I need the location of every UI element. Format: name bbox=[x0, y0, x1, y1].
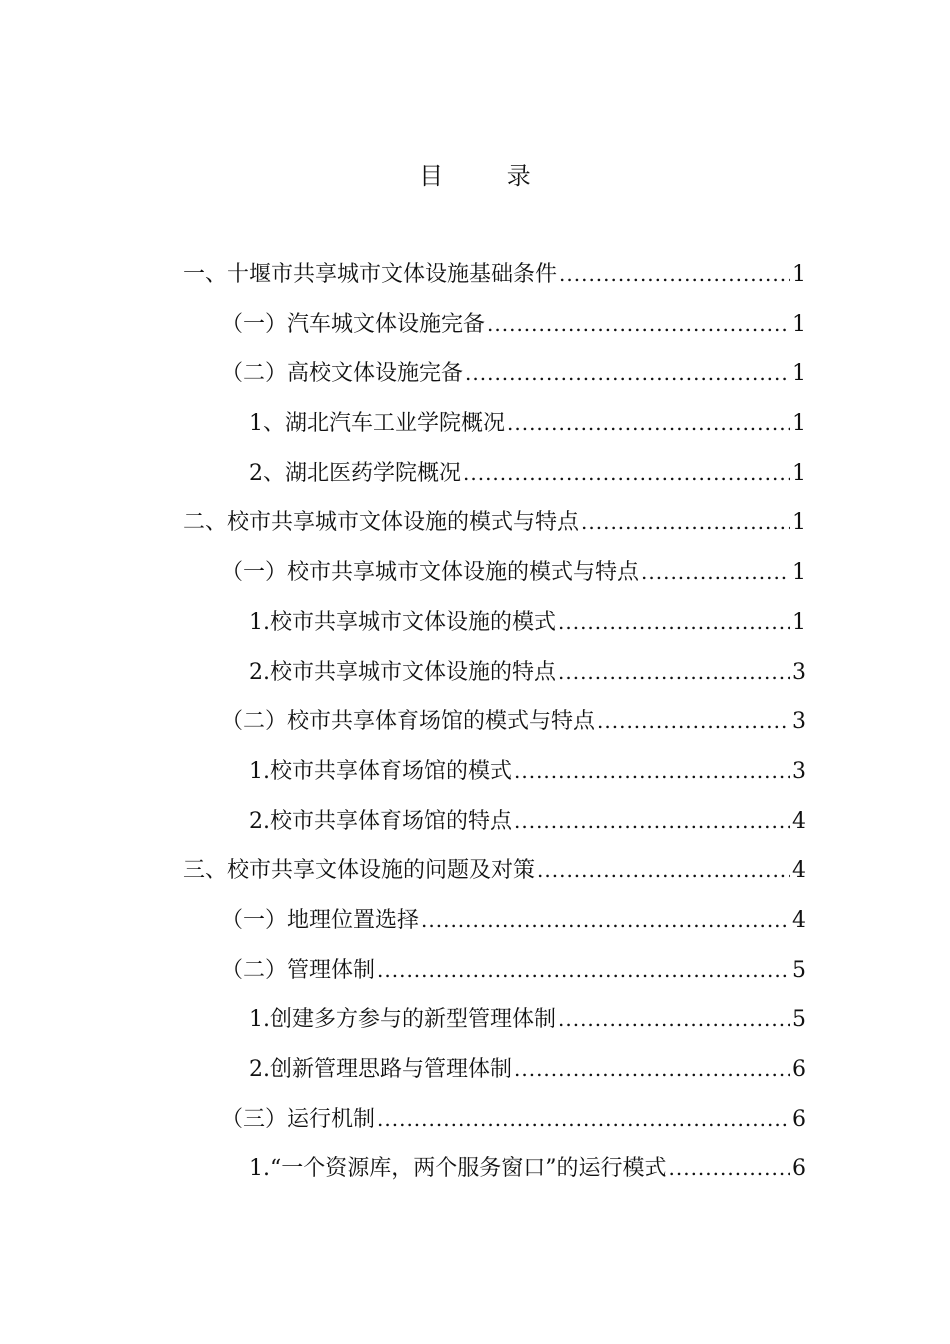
toc-entry-text: 2.创新管理思路与管理体制 bbox=[249, 1057, 512, 1082]
toc-entry-text: 1.“一个资源库，两个服务窗口”的运行模式 bbox=[249, 1156, 667, 1182]
toc-entry[interactable] bbox=[249, 997, 806, 1047]
toc-page-number: 1 bbox=[792, 411, 806, 437]
toc-entry[interactable] bbox=[249, 600, 806, 650]
toc-page-number: 1 bbox=[792, 460, 806, 486]
toc-page-number: 5 bbox=[792, 957, 806, 983]
toc-entry-text: 2.校市共享体育场馆的特点 bbox=[249, 808, 512, 834]
toc-page-number: 1 bbox=[792, 361, 806, 387]
toc-entry-text: （三）运行机制 bbox=[221, 1106, 376, 1132]
toc-entry[interactable] bbox=[221, 351, 806, 401]
toc-leader-dots bbox=[641, 550, 790, 594]
toc-entry[interactable] bbox=[221, 550, 806, 600]
toc-entry-text: （一）汽车城文体设施完备 bbox=[221, 311, 486, 337]
toc-page-number: 1 bbox=[792, 609, 806, 635]
toc-leader-dots bbox=[597, 699, 790, 743]
toc-leader-dots bbox=[669, 1146, 791, 1190]
toc-title: 目 录 bbox=[419, 162, 559, 190]
toc-entry-text: 一、十堰市共享城市文体设施基础条件 bbox=[183, 262, 558, 287]
toc-entry-text: 1.创建多方参与的新型管理体制 bbox=[249, 1007, 556, 1033]
toc-entry[interactable] bbox=[183, 500, 806, 550]
toc-leader-dots bbox=[507, 401, 790, 445]
toc-entry-text: （二）校市共享体育场馆的模式与特点 bbox=[221, 709, 596, 735]
table-of-contents bbox=[0, 252, 950, 1196]
toc-leader-dots bbox=[465, 351, 790, 395]
toc-entry-text: 二、校市共享城市文体设施的模式与特点 bbox=[183, 510, 580, 536]
toc-entry-text: （二）高校文体设施完备 bbox=[221, 361, 464, 387]
toc-entry[interactable] bbox=[183, 848, 806, 898]
toc-page-number: 6 bbox=[792, 1106, 806, 1132]
toc-entry-text: 2.校市共享城市文体设施的特点 bbox=[249, 659, 556, 685]
toc-page-number: 1 bbox=[792, 560, 806, 586]
toc-leader-dots bbox=[558, 600, 790, 644]
toc-entry[interactable] bbox=[249, 749, 806, 799]
toc-entry[interactable] bbox=[249, 451, 806, 501]
toc-page-number: 5 bbox=[792, 1007, 806, 1033]
toc-page-number: 4 bbox=[792, 808, 806, 834]
toc-entry-text: 1.校市共享体育场馆的模式 bbox=[249, 758, 512, 784]
toc-page-number: 3 bbox=[792, 709, 806, 735]
toc-entry[interactable] bbox=[183, 252, 806, 302]
toc-entry[interactable] bbox=[221, 1097, 806, 1147]
toc-leader-dots bbox=[559, 252, 790, 296]
toc-entry-text: （一）地理位置选择 bbox=[221, 907, 420, 933]
toc-page-number: 4 bbox=[792, 858, 806, 884]
toc-page-number: 1 bbox=[792, 262, 806, 287]
toc-leader-dots bbox=[421, 898, 790, 942]
toc-leader-dots bbox=[463, 451, 790, 495]
toc-leader-dots bbox=[377, 948, 790, 992]
toc-entry-text: （一）校市共享城市文体设施的模式与特点 bbox=[221, 560, 640, 586]
toc-leader-dots bbox=[558, 997, 790, 1041]
toc-entry-text: （二）管理体制 bbox=[221, 957, 376, 983]
toc-entry-text: 2、湖北医药学院概况 bbox=[249, 460, 461, 486]
toc-entry-text: 1、湖北汽车工业学院概况 bbox=[249, 411, 505, 437]
toc-leader-dots bbox=[487, 302, 790, 346]
toc-leader-dots bbox=[514, 749, 790, 793]
toc-entry[interactable] bbox=[249, 401, 806, 451]
toc-leader-dots bbox=[537, 848, 790, 892]
toc-leader-dots bbox=[377, 1097, 790, 1141]
toc-leader-dots bbox=[514, 1047, 790, 1091]
toc-entry[interactable] bbox=[221, 699, 806, 749]
toc-entry[interactable] bbox=[221, 898, 806, 948]
toc-page-number: 6 bbox=[792, 1057, 806, 1082]
toc-page-number: 6 bbox=[792, 1156, 806, 1182]
toc-leader-dots bbox=[514, 799, 790, 843]
toc-page-number: 3 bbox=[792, 758, 806, 784]
toc-entry[interactable] bbox=[249, 1146, 806, 1196]
toc-entry[interactable] bbox=[249, 1047, 806, 1097]
toc-entry[interactable] bbox=[221, 948, 806, 998]
toc-entry[interactable] bbox=[249, 799, 806, 849]
toc-entry[interactable] bbox=[221, 302, 806, 352]
toc-entry-text: 三、校市共享文体设施的问题及对策 bbox=[183, 858, 536, 884]
toc-leader-dots bbox=[558, 650, 790, 694]
toc-leader-dots bbox=[581, 500, 790, 544]
toc-page-number: 1 bbox=[792, 510, 806, 536]
toc-page-number: 1 bbox=[792, 311, 806, 337]
toc-entry-text: 1.校市共享城市文体设施的模式 bbox=[249, 609, 556, 635]
toc-page-number: 3 bbox=[792, 659, 806, 685]
toc-page-number: 4 bbox=[792, 907, 806, 933]
toc-entry[interactable] bbox=[249, 650, 806, 700]
